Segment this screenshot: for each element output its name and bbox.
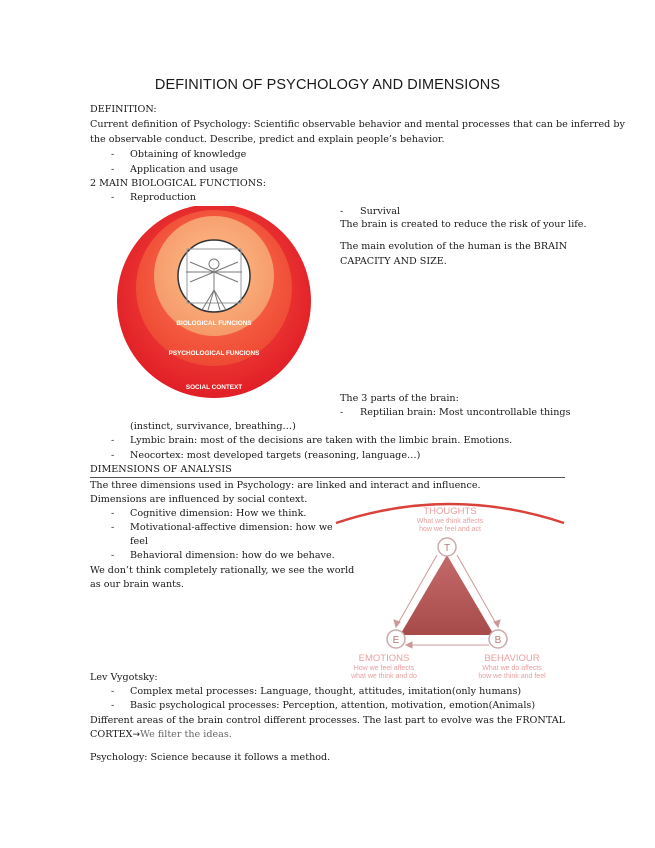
thoughts-sub2: how we feel and act — [419, 526, 481, 533]
rational-line2: as our brain wants. — [90, 579, 184, 590]
ring-outer-label: SOCIAL CONTEXT — [185, 384, 243, 391]
thoughts-title: THOUGHTS — [423, 506, 477, 517]
emotions-title: EMOTIONS — [358, 653, 410, 664]
behaviour-sub2: how we think and feel — [478, 673, 546, 680]
concentric-functions-diagram — [114, 206, 320, 406]
behaviour-title: BEHAVIOUR — [484, 653, 540, 664]
functions-heading: 2 MAIN BIOLOGICAL FUNCTIONS: — [90, 178, 266, 189]
lymbic-text: Lymbic brain: most of the decisions are taken with the limbic brain. Emotions. — [130, 435, 513, 446]
thoughts-emotions-behaviour-diagram — [334, 493, 566, 681]
bullet-dash: - — [111, 700, 115, 711]
closing-text: Psychology: Science because it follows a method. — [90, 752, 331, 763]
bullet-survival: Survival — [360, 206, 401, 217]
bullet-dash: - — [111, 149, 115, 160]
evolution-line2: CAPACITY AND SIZE. — [340, 256, 447, 267]
dimensions-heading: DIMENSIONS OF ANALYSIS — [90, 464, 232, 475]
dimensions-line2: Dimensions are influenced by social context. — [90, 494, 308, 505]
ring-middle-label: PSYCHOLOGICAL FUNCIONS — [168, 350, 260, 357]
bullet-obtaining: Obtaining of knowledge — [130, 149, 247, 160]
bullet-dash: - — [111, 450, 115, 461]
node-t-label: T — [443, 543, 451, 554]
thoughts-sub1: What we think affects — [416, 518, 484, 525]
node-b-label: B — [494, 635, 502, 646]
emotions-sub2: what we think and do — [351, 673, 417, 680]
ring-inner-label: BIOLOGICAL FUNCIONS — [176, 320, 252, 327]
areas-line2 — [90, 729, 232, 741]
bullet-dash: - — [111, 164, 115, 175]
section-divider — [90, 477, 565, 478]
brain-heading: The 3 parts of the brain: — [340, 393, 459, 404]
motivational-line1: Motivational-affective dimension: how we — [130, 522, 333, 533]
node-e-label: E — [392, 635, 400, 646]
rational-line1: We don’t think completely rationally, we see the world — [90, 565, 355, 576]
bullet-dash: - — [111, 435, 115, 446]
dimensions-line1: The three dimensions used in Psychology: are linked and interact and influence. — [90, 480, 481, 491]
areas-line2-cortex: CORTEX — [90, 729, 133, 740]
cognitive-dimension: Cognitive dimension: How we think. — [130, 508, 307, 519]
reptilian-line2: (instinct, survivance, breathing…) — [130, 421, 296, 432]
vygotsky-heading: Lev Vygotsky: — [90, 672, 158, 683]
bullet-dash: - — [111, 550, 115, 561]
evolution-line1: The main evolution of the human is the BRAIN — [340, 241, 568, 252]
motivational-line2: feel — [130, 536, 148, 547]
page-title: DEFINITION OF PSYCHOLOGY AND DIMENSIONS — [154, 77, 501, 93]
complex-processes: Complex metal processes: Language, thought, attitudes, imitation(only humans) — [130, 686, 522, 697]
bullet-dash: - — [111, 192, 115, 203]
behaviour-sub1: What we do affects — [482, 665, 542, 672]
definition-text-line1: Current definition of Psychology: Scientific observable behavior and mental processes that can be inferred by — [90, 119, 625, 130]
areas-line2-filter: We filter the ideas. — [140, 729, 232, 740]
reptilian-line1: Reptilian brain: Most uncontrollable things — [360, 407, 571, 418]
bullet-dash: - — [111, 686, 115, 697]
basic-processes: Basic psychological processes: Perception, attention, motivation, emotion(Animals) — [130, 700, 536, 711]
bullet-dash: - — [111, 522, 115, 533]
bullet-dash: - — [340, 206, 344, 217]
emotions-sub1: How we feel affects — [353, 665, 415, 672]
definition-text-line2: the observable conduct. Describe, predict and explain people’s behavior. — [90, 134, 445, 145]
behavioral-dimension: Behavioral dimension: how do we behave. — [130, 550, 335, 561]
neocortex-text: Neocortex: most developed targets (reasoning, language…) — [130, 450, 421, 461]
bullet-reproduction: Reproduction — [130, 192, 196, 203]
areas-line1: Different areas of the brain control different processes. The last part to evolve was the FRONTAL — [90, 715, 565, 726]
bullet-dash: - — [111, 508, 115, 519]
survival-text: The brain is created to reduce the risk of your life. — [340, 219, 587, 230]
definition-heading: DEFINITION: — [90, 104, 157, 115]
right-arrow-icon: → — [132, 730, 141, 740]
bullet-dash: - — [340, 407, 344, 418]
bullet-application: Application and usage — [130, 164, 239, 175]
